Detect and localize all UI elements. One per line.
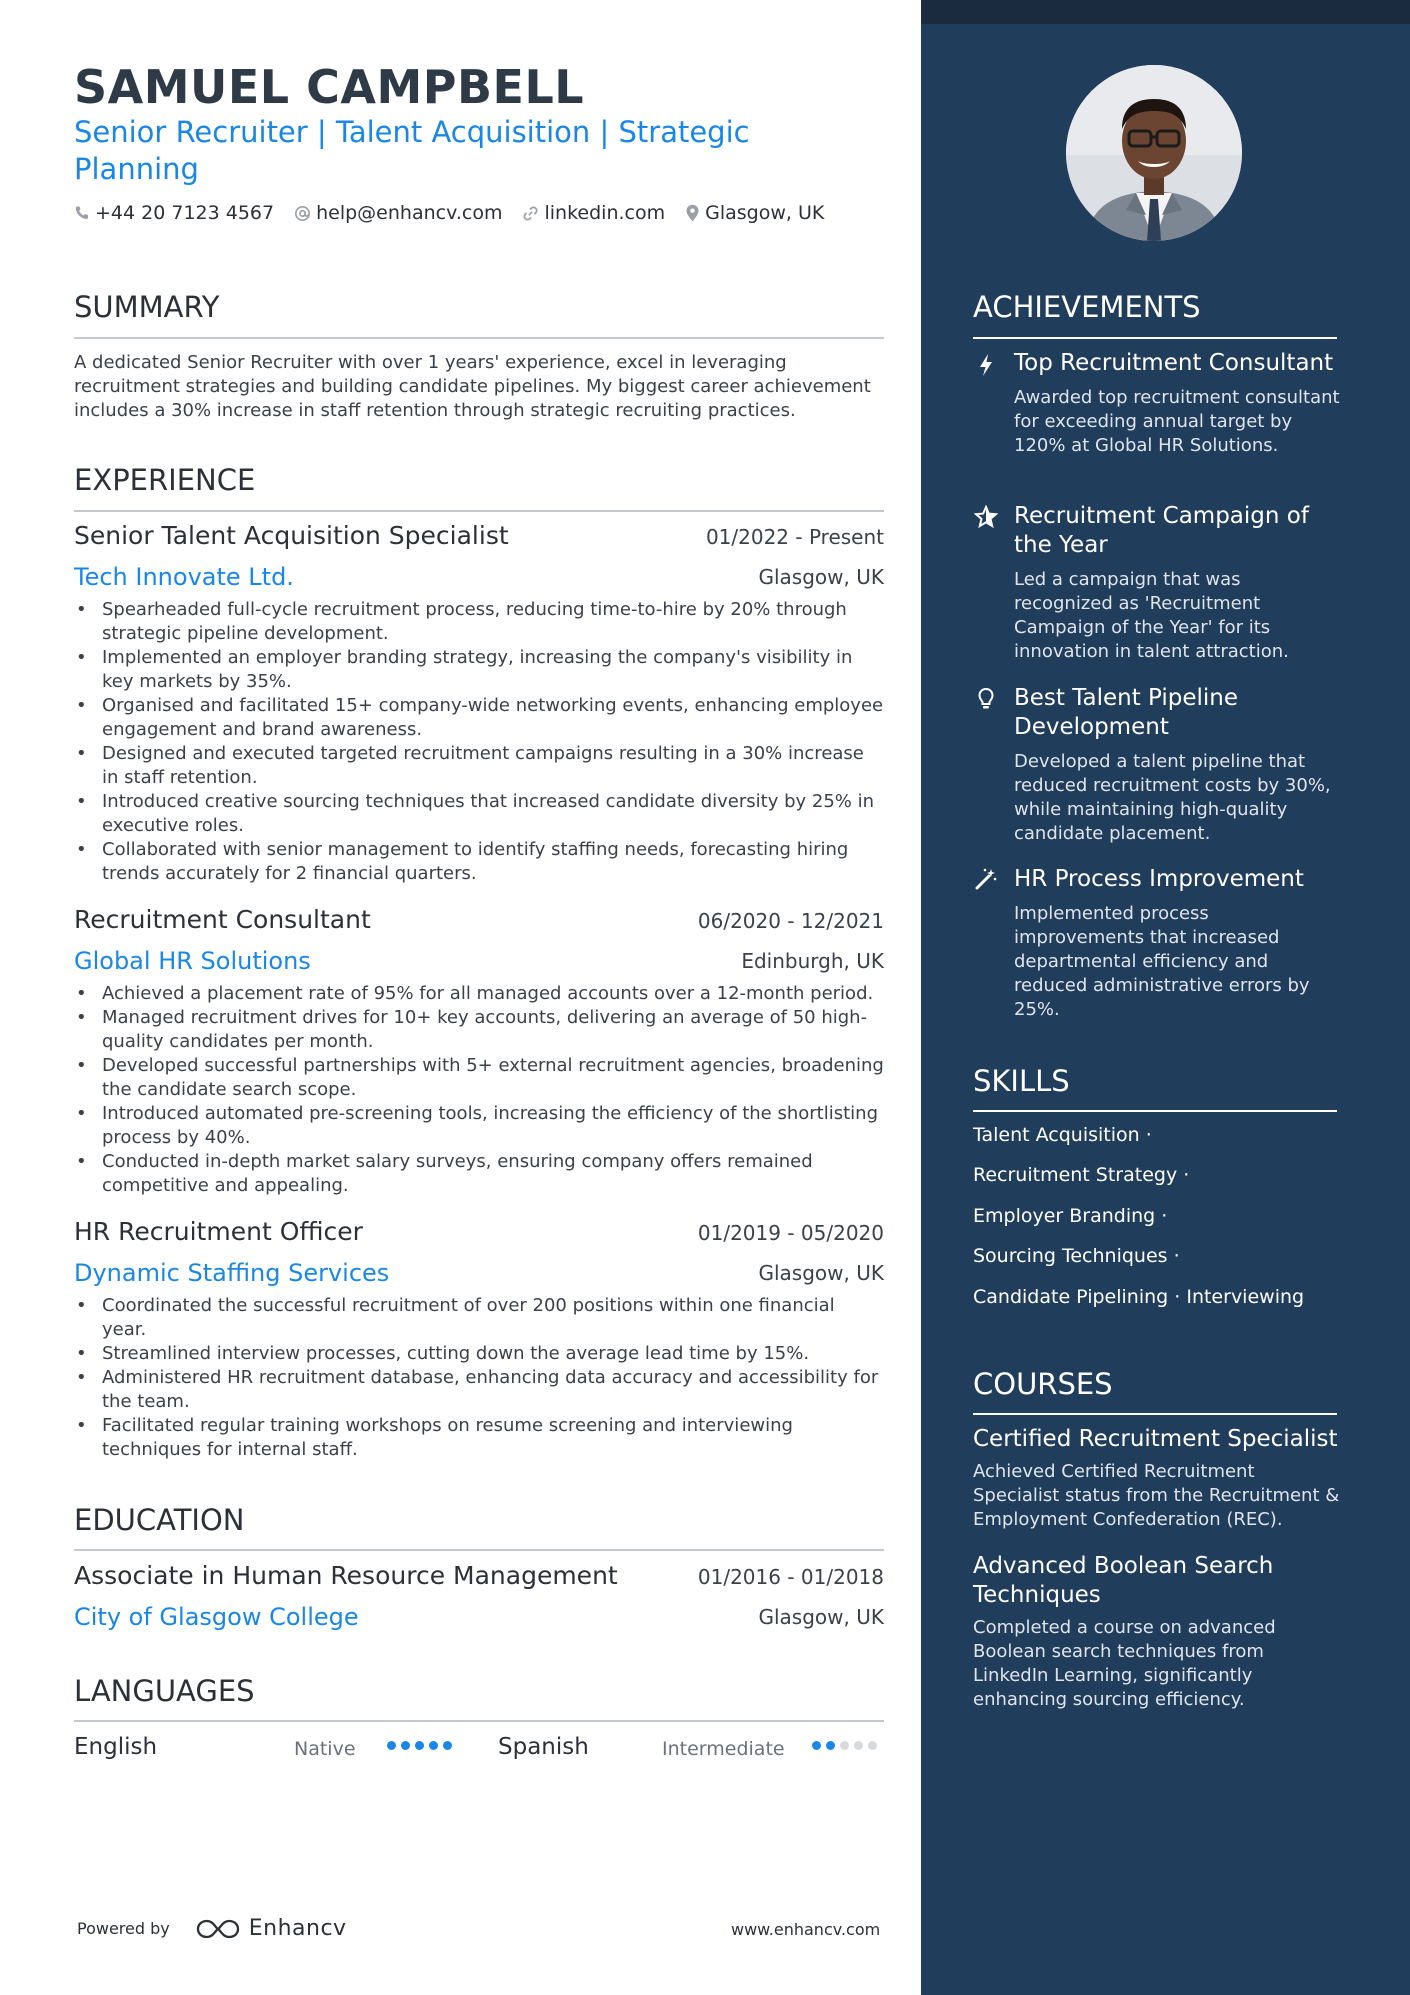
language-name: English — [74, 1734, 158, 1760]
contact-location — [685, 202, 824, 224]
summary-text: A dedicated Senior Recruiter with over 1 years' experience, excel in leveraging recruitment strategies and building candidate pipelines. My biggest career achievement includes a 30% increase in staff retention through strategic recruiting practices. — [74, 352, 871, 421]
experience-heading: EXPERIENCE — [74, 463, 256, 497]
contact-phone[interactable] — [74, 202, 274, 224]
list-item: • Collaborated with senior management to identify staffing needs, forecasting hiring trends accurately for 2 financial quarters. — [74, 838, 884, 886]
footer-url[interactable]: www.enhancv.com — [731, 1920, 881, 1939]
skill-item: Employer Branding · — [973, 1205, 1168, 1227]
skill-item: Candidate Pipelining · Interviewing — [973, 1286, 1305, 1308]
candidate-name: SAMUEL CAMPBELL — [74, 60, 585, 114]
education-divider — [74, 1549, 884, 1551]
headline: Senior Recruiter | Talent Acquisition | Strategic Planning — [74, 115, 750, 186]
achievement-title: Best Talent Pipeline Development — [1014, 685, 1239, 740]
job-date: 01/2019 - 05/2020 — [697, 1221, 884, 1245]
job-bullets — [74, 1294, 884, 1462]
skills-divider — [973, 1110, 1337, 1112]
sidebar-top-bar — [921, 0, 1410, 24]
courses-divider — [973, 1413, 1337, 1415]
proficiency-dot-empty — [854, 1741, 863, 1750]
job-location: Glasgow, UK — [758, 565, 884, 589]
achievement-description: Led a campaign that was recognized as 'Recruitment Campaign of the Year' for its innovation in talent attraction. — [1014, 569, 1289, 662]
course-description: Completed a course on advanced Boolean search techniques from LinkedIn Learning, significantly enhancing sourcing efficiency. — [973, 1617, 1276, 1710]
course-title: Advanced Boolean Search Techniques — [973, 1553, 1274, 1608]
skill-item: Talent Acquisition · — [973, 1124, 1152, 1146]
proficiency-dot-filled — [429, 1741, 438, 1750]
lightbulb-icon — [973, 686, 999, 712]
language-name: Spanish — [498, 1734, 589, 1760]
contact-linkedin[interactable] — [522, 202, 665, 224]
achievement-title: Recruitment Campaign of the Year — [1014, 503, 1309, 558]
degree-title: Associate in Human Resource Management — [74, 1561, 618, 1590]
languages-divider — [74, 1720, 884, 1722]
company-name: Global HR Solutions — [74, 947, 311, 975]
proficiency-dot-empty — [868, 1741, 877, 1750]
list-item: • Introduced creative sourcing techniques that increased candidate diversity by 25% in executive roles. — [74, 790, 884, 838]
language-proficiency-dots — [812, 1741, 882, 1750]
proficiency-dot-empty — [840, 1741, 849, 1750]
list-item: • Coordinated the successful recruitment of over 200 positions within one financial year. — [74, 1294, 884, 1342]
main-column — [74, 0, 884, 1995]
summary-heading: SUMMARY — [74, 290, 220, 324]
job-bullets — [74, 598, 884, 886]
list-item: • Implemented an employer branding strategy, increasing the company's visibility in key markets by 35%. — [74, 646, 884, 694]
achievement-description: Developed a talent pipeline that reduced recruitment costs by 30%, while maintaining high-quality candidate placement. — [1014, 751, 1331, 844]
list-item: • Introduced automated pre-screening tools, increasing the efficiency of the shortlisting process by 40%. — [74, 1102, 884, 1150]
brand-name: Enhancv — [248, 1916, 347, 1941]
job-bullets — [74, 982, 884, 1198]
achievements-heading: ACHIEVEMENTS — [973, 290, 1201, 324]
list-item: • Designed and executed targeted recruitment campaigns resulting in a 30% increase in staff retention. — [74, 742, 884, 790]
lightning-icon — [973, 352, 999, 378]
list-item: • Developed successful partnerships with 5+ external recruitment agencies, broadening the candidate search scope. — [74, 1054, 884, 1102]
summary-divider — [74, 337, 884, 339]
job-date: 01/2022 - Present — [705, 525, 884, 549]
list-item: • Organised and facilitated 15+ company-wide networking events, enhancing employee engagement and brand awareness. — [74, 694, 884, 742]
achievements-divider — [973, 337, 1337, 339]
list-item: • Managed recruitment drives for 10+ key accounts, delivering an average of 50 high-quality candidates per month. — [74, 1006, 884, 1054]
achievement-title: HR Process Improvement — [1014, 866, 1304, 892]
courses-heading: COURSES — [973, 1367, 1113, 1401]
proficiency-dot-filled — [443, 1741, 452, 1750]
job-date: 06/2020 - 12/2021 — [697, 909, 884, 933]
company-name: Dynamic Staffing Services — [74, 1259, 390, 1287]
job-location: Edinburgh, UK — [741, 949, 884, 973]
footer-brand[interactable] — [77, 1916, 347, 1941]
skill-item: Sourcing Techniques · — [973, 1245, 1180, 1267]
contact-row — [74, 202, 844, 224]
magic-wand-icon — [973, 866, 999, 892]
at-icon — [294, 205, 311, 222]
location-pin-icon — [685, 204, 700, 222]
list-item: • Facilitated regular training workshops on resume screening and interviewing techniques for internal staff. — [74, 1414, 884, 1462]
list-item: • Spearheaded full-cycle recruitment process, reducing time-to-hire by 20% through strategic pipeline development. — [74, 598, 884, 646]
job-location: Glasgow, UK — [758, 1261, 884, 1285]
education-heading: EDUCATION — [74, 1503, 245, 1537]
list-item: • Streamlined interview processes, cutting down the average lead time by 15%. — [74, 1342, 884, 1366]
proficiency-dot-filled — [826, 1741, 835, 1750]
achievement-title: Top Recruitment Consultant — [1014, 350, 1334, 376]
company-name: Tech Innovate Ltd. — [74, 563, 294, 591]
education-date: 01/2016 - 01/2018 — [697, 1565, 884, 1589]
achievement-description: Awarded top recruitment consultant for exceeding annual target by 120% at Global HR Solutions. — [1014, 387, 1340, 456]
skills-heading: SKILLS — [973, 1064, 1070, 1098]
avatar — [1066, 65, 1242, 241]
powered-by-text: Powered by — [77, 1919, 170, 1938]
enhancv-logo-icon — [195, 1917, 241, 1941]
job-title: HR Recruitment Officer — [74, 1217, 363, 1246]
course-description: Achieved Certified Recruitment Specialist status from the Recruitment & Employment Confederation (REC). — [973, 1461, 1340, 1530]
list-item: • Achieved a placement rate of 95% for all managed accounts over a 12-month period. — [74, 982, 884, 1006]
achievement-description: Implemented process improvements that increased departmental efficiency and reduced administrative errors by 25%. — [1014, 903, 1310, 1020]
language-level: Intermediate — [662, 1738, 785, 1760]
school-name: City of Glasgow College — [74, 1603, 359, 1631]
list-item: • Administered HR recruitment database, enhancing data accuracy and accessibility for the team. — [74, 1366, 884, 1414]
job-title: Recruitment Consultant — [74, 905, 371, 934]
proficiency-dot-filled — [387, 1741, 396, 1750]
language-proficiency-dots — [387, 1741, 457, 1750]
proficiency-dot-filled — [415, 1741, 424, 1750]
proficiency-dot-filled — [401, 1741, 410, 1750]
list-item: • Conducted in-depth market salary surveys, ensuring company offers remained competitive and appealing. — [74, 1150, 884, 1198]
language-level: Native — [294, 1738, 356, 1760]
school-location: Glasgow, UK — [758, 1605, 884, 1629]
experience-divider — [74, 510, 884, 512]
phone-icon — [74, 205, 90, 221]
course-title: Certified Recruitment Specialist — [973, 1426, 1338, 1452]
languages-heading: LANGUAGES — [74, 1674, 255, 1708]
skill-item: Recruitment Strategy · — [973, 1164, 1190, 1186]
email-address: help@enhancv.com — [316, 202, 503, 224]
proficiency-dot-filled — [812, 1741, 821, 1750]
profile-photo — [1066, 65, 1242, 241]
job-title: Senior Talent Acquisition Specialist — [74, 521, 509, 550]
linkedin-link: linkedin.com — [544, 202, 666, 224]
contact-email[interactable] — [294, 202, 502, 224]
link-icon — [522, 205, 539, 222]
phone-number: +44 20 7123 4567 — [95, 202, 275, 224]
star-icon — [973, 504, 999, 530]
location-text: Glasgow, UK — [705, 202, 825, 224]
